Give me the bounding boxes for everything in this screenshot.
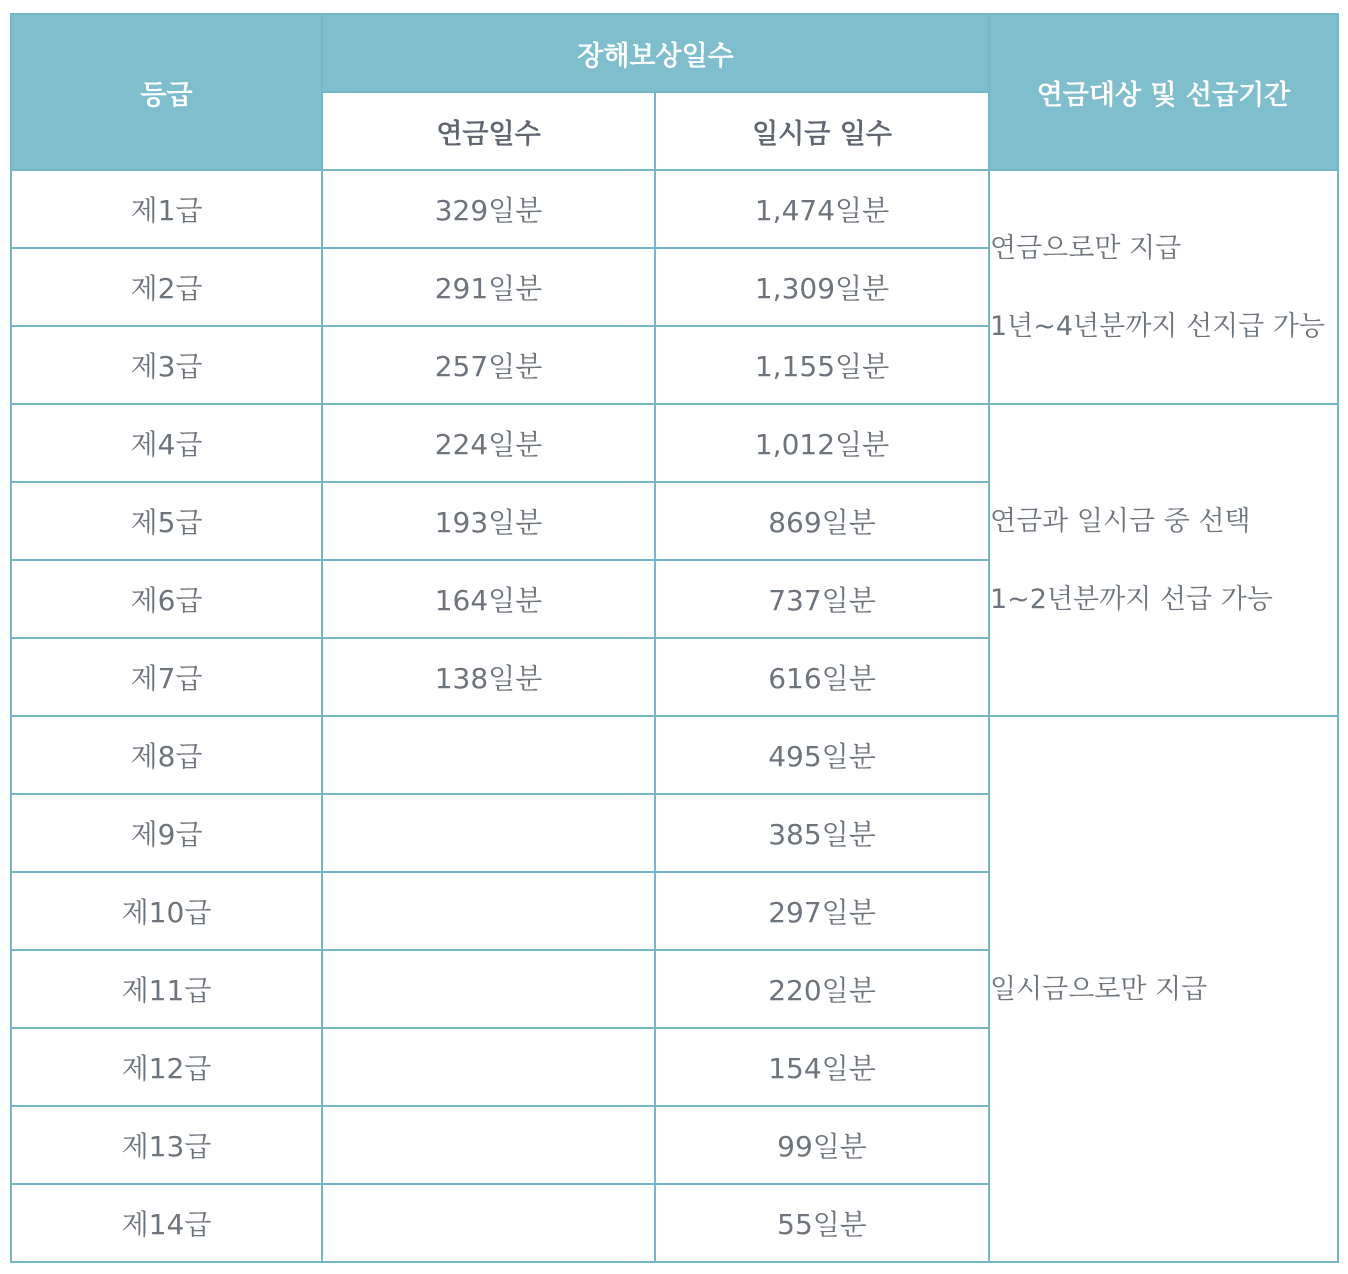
lump-sum-days-cell: 1,012일분	[655, 404, 989, 482]
pension-days-cell	[322, 794, 655, 872]
eligibility-note-lump-sum-only	[989, 716, 1338, 1262]
pension-eligibility-header: 연금대상 및 선급기간	[989, 14, 1338, 170]
table-row	[11, 170, 1338, 248]
lump-sum-days-cell: 220일분	[655, 950, 989, 1028]
lump-sum-days-cell: 616일분	[655, 638, 989, 716]
grade-cell: 제6급	[11, 560, 322, 638]
grade-cell: 제8급	[11, 716, 322, 794]
pension-days-cell: 224일분	[322, 404, 655, 482]
grade-header: 등급	[11, 14, 322, 170]
compensation-days-header: 장해보상일수	[322, 14, 989, 92]
pension-days-cell	[322, 950, 655, 1028]
lump-sum-days-cell: 737일분	[655, 560, 989, 638]
lump-sum-days-cell: 297일분	[655, 872, 989, 950]
grade-cell: 제2급	[11, 248, 322, 326]
eligibility-note-line: 1~2년분까지 선급 가능	[990, 583, 1273, 615]
header-row	[11, 14, 1338, 92]
pension-days-cell: 138일분	[322, 638, 655, 716]
grade-cell: 제5급	[11, 482, 322, 560]
pension-days-cell: 329일분	[322, 170, 655, 248]
eligibility-note-line: 연금과 일시금 중 선택	[990, 505, 1251, 537]
pension-days-cell	[322, 1184, 655, 1262]
lump-sum-days-header: 일시금 일수	[655, 92, 989, 170]
pension-days-cell: 164일분	[322, 560, 655, 638]
pension-days-cell: 193일분	[322, 482, 655, 560]
lump-sum-days-cell: 99일분	[655, 1106, 989, 1184]
eligibility-note-choice	[989, 404, 1338, 716]
lump-sum-days-cell: 869일분	[655, 482, 989, 560]
pension-days-cell	[322, 716, 655, 794]
grade-cell: 제14급	[11, 1184, 322, 1262]
pension-days-cell	[322, 1106, 655, 1184]
grade-cell: 제3급	[11, 326, 322, 404]
grade-cell: 제13급	[11, 1106, 322, 1184]
pension-days-cell	[322, 1028, 655, 1106]
grade-cell: 제9급	[11, 794, 322, 872]
eligibility-note-pension-only	[989, 170, 1338, 404]
eligibility-note-line: 연금으로만 지급	[990, 232, 1182, 264]
pension-days-cell: 257일분	[322, 326, 655, 404]
pension-days-header: 연금일수	[322, 92, 655, 170]
grade-cell: 제1급	[11, 170, 322, 248]
disability-compensation-table	[10, 13, 1339, 1263]
grade-cell: 제12급	[11, 1028, 322, 1106]
lump-sum-days-cell: 1,309일분	[655, 248, 989, 326]
lump-sum-days-cell: 385일분	[655, 794, 989, 872]
lump-sum-days-cell: 154일분	[655, 1028, 989, 1106]
eligibility-note-line: 일시금으로만 지급	[990, 973, 1208, 1005]
table-row	[11, 404, 1338, 482]
eligibility-note-line: 1년~4년분까지 선지급 가능	[990, 310, 1325, 342]
grade-cell: 제4급	[11, 404, 322, 482]
lump-sum-days-cell: 1,474일분	[655, 170, 989, 248]
table-row	[11, 716, 1338, 794]
grade-cell: 제7급	[11, 638, 322, 716]
pension-days-cell	[322, 872, 655, 950]
lump-sum-days-cell: 1,155일분	[655, 326, 989, 404]
grade-cell: 제10급	[11, 872, 322, 950]
pension-days-cell: 291일분	[322, 248, 655, 326]
lump-sum-days-cell: 55일분	[655, 1184, 989, 1262]
grade-cell: 제11급	[11, 950, 322, 1028]
lump-sum-days-cell: 495일분	[655, 716, 989, 794]
